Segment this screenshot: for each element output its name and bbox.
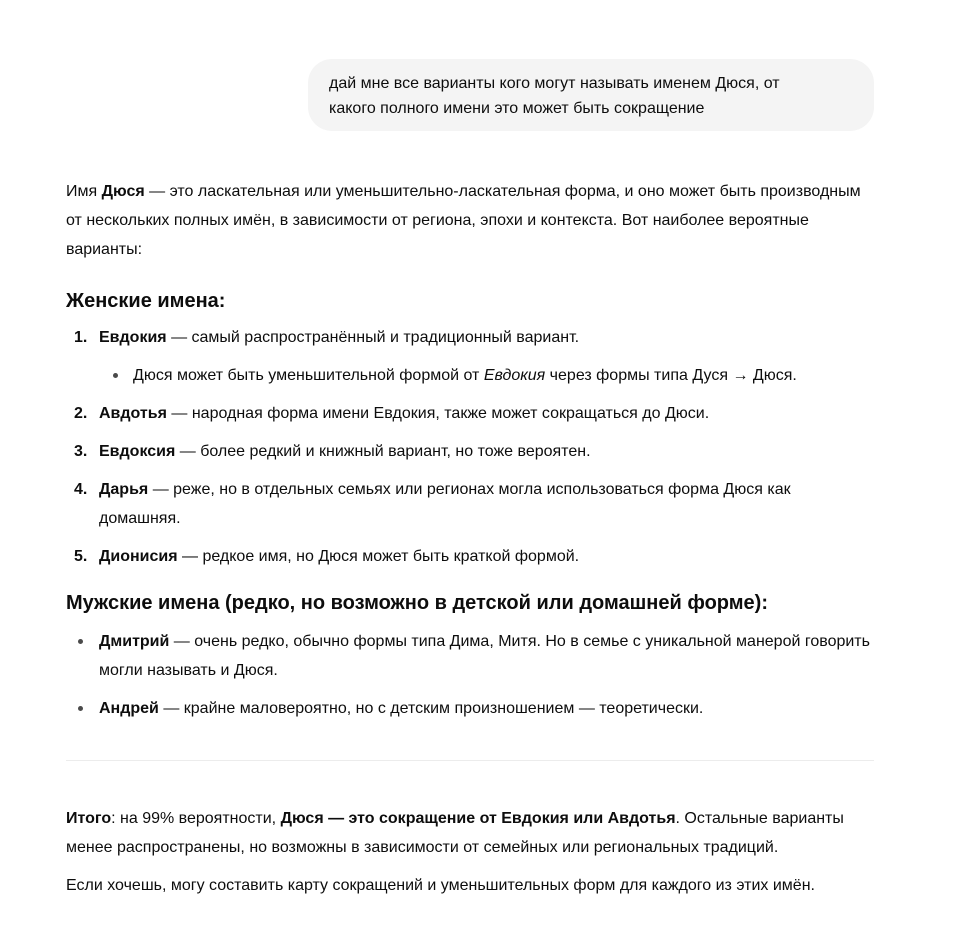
sub-emphasis: Евдокия xyxy=(483,367,546,384)
summary-conclusion: Дюся — это сокращение от Евдокия или Авдотья xyxy=(280,810,676,827)
list-item xyxy=(66,323,874,390)
user-message-bubble xyxy=(308,59,874,131)
name-description: — реже, но в отдельных семьях или регионах могла использоваться форма Дюся как домашняя. xyxy=(99,481,791,527)
female-names-list xyxy=(66,323,874,571)
list-number: 5. xyxy=(74,548,88,565)
name-description: — самый распространённый и традиционный вариант. xyxy=(166,329,580,346)
sub-list xyxy=(99,361,874,390)
summary-label: Итого xyxy=(66,810,112,827)
summary-text: : на 99% вероятности, xyxy=(111,810,281,827)
sub-text: Дюся может быть уменьшительной формой от xyxy=(133,367,484,384)
bullet-icon xyxy=(78,639,83,644)
list-number: 2. xyxy=(74,405,88,422)
user-message-line: дай мне все варианты кого могут называть именем Дюся, от xyxy=(329,75,780,92)
name-description: — очень редко, обычно формы типа Дима, Митя. Но в семье с уникальной манерой говорить могли называть и Дюся. xyxy=(99,633,870,679)
bullet-icon xyxy=(113,373,118,378)
female-names-heading: Женские имена: xyxy=(66,290,226,312)
name-description: — редкое имя, но Дюся может быть краткой формой. xyxy=(177,548,580,565)
summary-paragraph xyxy=(66,804,874,862)
list-item xyxy=(66,399,874,428)
name-term: Дарья xyxy=(99,481,149,498)
intro-text: Имя xyxy=(66,183,102,200)
assistant-answer xyxy=(66,177,874,900)
name-term: Дионисия xyxy=(99,548,178,565)
bullet-icon xyxy=(78,706,83,711)
name-term: Евдоксия xyxy=(99,443,176,460)
intro-paragraph xyxy=(66,177,874,264)
male-names-heading: Мужские имена (редко, но возможно в детской или домашней форме): xyxy=(66,592,768,614)
list-item xyxy=(66,627,874,685)
list-number: 3. xyxy=(74,443,88,460)
list-item xyxy=(66,437,874,466)
name-description: — крайне маловероятно, но с детским произношением — теоретически. xyxy=(158,700,704,717)
list-item xyxy=(66,542,874,571)
list-item xyxy=(66,694,874,723)
intro-name: Дюся xyxy=(101,183,145,200)
divider xyxy=(66,760,874,761)
offer-paragraph: Если хочешь, могу составить карту сокращений и уменьшительных форм для каждого из этих имён. xyxy=(66,877,815,894)
list-item xyxy=(66,475,874,533)
name-term: Андрей xyxy=(99,700,159,717)
male-names-list xyxy=(66,627,874,723)
name-term: Евдокия xyxy=(99,329,167,346)
name-description: — народная форма имени Евдокия, также может сокращаться до Дюси. xyxy=(166,405,710,422)
name-description: — более редкий и книжный вариант, но тоже вероятен. xyxy=(175,443,591,460)
sub-text: через формы типа Дуся → Дюся. xyxy=(545,367,797,384)
sub-list-item xyxy=(99,361,874,390)
summary-text: . Остальные варианты менее распространены, но возможны в зависимости от семейных или региональных традиций. xyxy=(66,810,844,856)
name-term: Авдотья xyxy=(99,405,167,422)
list-number: 1. xyxy=(74,329,88,346)
name-term: Дмитрий xyxy=(99,633,170,650)
intro-text: — это ласкательная или уменьшительно-ласкательная форма, и оно может быть производным от нескольких полных имён, в зависимости от региона, эпохи и контекста. Вот наиболее вероятные варианты: xyxy=(66,183,861,258)
list-number: 4. xyxy=(74,481,88,498)
user-message-line: какого полного имени это может быть сокращение xyxy=(329,100,705,117)
